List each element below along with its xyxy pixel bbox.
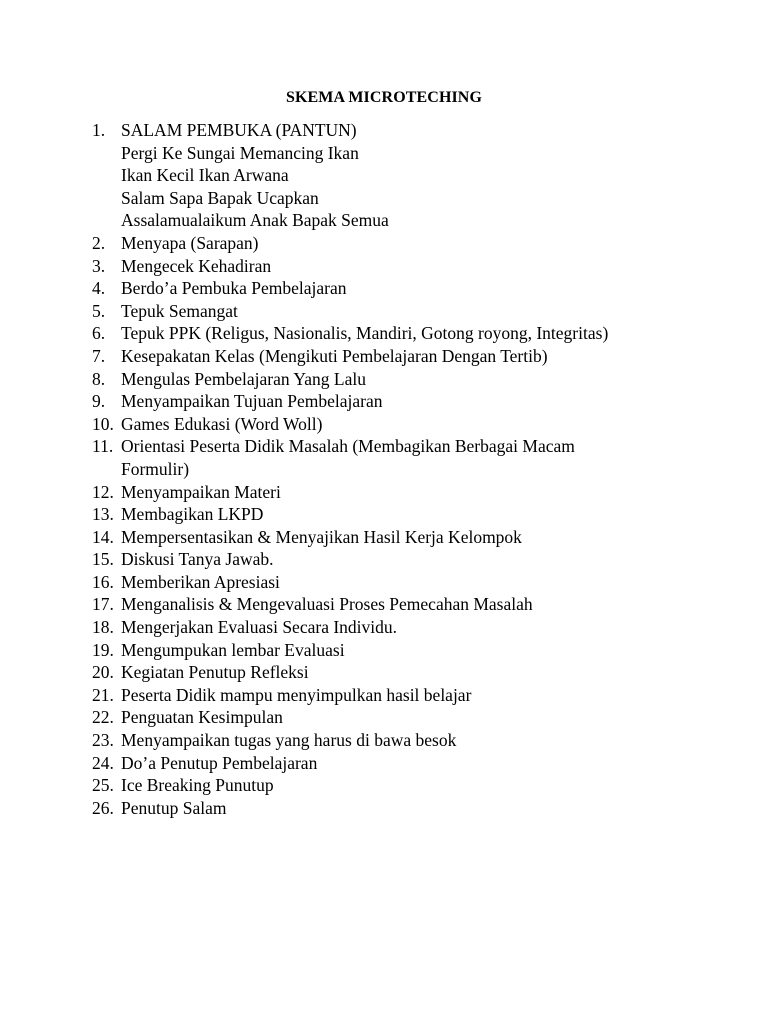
- list-item-number: 3.: [92, 255, 106, 276]
- list-item-text: [121, 797, 692, 820]
- list-item-line: Mengulas Pembelajaran Yang Lalu: [121, 368, 366, 389]
- list-item-number: 12.: [92, 481, 114, 502]
- list-item: [92, 368, 692, 391]
- list-item-number: 7.: [92, 345, 106, 366]
- list-item-number: 21.: [92, 684, 114, 705]
- list-item-line: Menyapa (Sarapan): [121, 232, 259, 253]
- list-item: [92, 639, 692, 662]
- list-item: [92, 526, 692, 549]
- list-item-line: Penutup Salam: [121, 797, 227, 818]
- list-item-number: 20.: [92, 662, 114, 683]
- list-item-text: [121, 526, 692, 549]
- list-item: [92, 571, 692, 594]
- list-item-line: Mengerjakan Evaluasi Secara Individu.: [121, 617, 398, 638]
- list-item-text: [121, 232, 692, 255]
- list-item-line: Memberikan Apresiasi: [121, 571, 280, 592]
- list-item-text: [121, 706, 692, 729]
- list-item-line: Pergi Ke Sungai Memancing Ikan: [121, 142, 359, 163]
- list-item-line: SALAM PEMBUKA (PANTUN): [121, 120, 357, 140]
- list-item: [92, 729, 692, 752]
- list-item-number: 10.: [92, 413, 114, 434]
- numbered-list: [92, 119, 692, 819]
- list-item-line: Mempersentasikan & Menyajikan Hasil Kerja Kelompok: [121, 526, 522, 547]
- list-item-text: [121, 661, 692, 684]
- list-item-line: Berdo’a Pembuka Pembelajaran: [121, 278, 347, 299]
- list-item-line: Tepuk PPK (Religus, Nasionalis, Mandiri, Gotong royong, Integritas): [121, 323, 609, 344]
- list-item-line: Penguatan Kesimpulan: [121, 707, 283, 728]
- list-item-text: [121, 684, 692, 707]
- list-item-number: 25.: [92, 775, 114, 796]
- list-item-number: 26.: [92, 797, 114, 818]
- list-item: [92, 593, 692, 616]
- list-item-text: [121, 368, 692, 391]
- list-item-number: 17.: [92, 594, 114, 615]
- list-item-text: [121, 300, 692, 323]
- list-item-text: [121, 548, 692, 571]
- list-item-text: [121, 322, 692, 345]
- list-item: [92, 300, 692, 323]
- list-item-number: 24.: [92, 752, 114, 773]
- list-item-line: Formulir): [121, 458, 190, 479]
- list-item-text: [121, 752, 692, 775]
- list-item: [92, 345, 692, 368]
- list-item-number: 16.: [92, 571, 114, 592]
- list-item-number: 22.: [92, 707, 114, 728]
- list-item-number: 13.: [92, 504, 114, 525]
- list-item: [92, 797, 692, 820]
- list-item-line: Assalamualaikum Anak Bapak Semua: [121, 210, 389, 231]
- list-item: [92, 661, 692, 684]
- document-title: SKEMA MICROTECHING: [285, 89, 483, 106]
- list-item-text: [121, 639, 692, 662]
- list-item: [92, 706, 692, 729]
- list-item-number: 23.: [92, 730, 114, 751]
- list-item-line: Salam Sapa Bapak Ucapkan: [121, 187, 319, 208]
- list-item-line: Tepuk Semangat: [121, 300, 238, 321]
- list-item-number: 19.: [92, 639, 114, 660]
- list-item-text: [121, 255, 692, 278]
- list-item: [92, 481, 692, 504]
- list-item: [92, 684, 692, 707]
- list-item-number: 11.: [92, 436, 114, 457]
- list-item-line: Kesepakatan Kelas (Mengikuti Pembelajaran Dengan Tertib): [121, 345, 548, 366]
- list-item-text: [121, 277, 692, 300]
- list-item-line: Membagikan LKPD: [121, 504, 264, 525]
- list-item-line: Menyampaikan Materi: [121, 481, 281, 502]
- list-item-text: [121, 345, 692, 368]
- list-item-text: [121, 571, 692, 594]
- list-item-text: [121, 119, 692, 232]
- list-item-number: 2.: [92, 232, 106, 253]
- list-item: [92, 503, 692, 526]
- list-item-line: Orientasi Peserta Didik Masalah (Membagikan Berbagai Macam: [121, 436, 575, 457]
- list-item-text: [121, 593, 692, 616]
- list-item: [92, 413, 692, 436]
- list-item-line: Ice Breaking Punutup: [121, 775, 274, 796]
- list-item-number: 8.: [92, 368, 106, 389]
- list-item-number: 9.: [92, 391, 106, 412]
- list-item-line: Peserta Didik mampu menyimpulkan hasil belajar: [121, 684, 472, 705]
- list-item-text: [121, 413, 692, 436]
- list-item: [92, 277, 692, 300]
- list-item-line: Kegiatan Penutup Refleksi: [121, 662, 309, 683]
- list-item-number: 15.: [92, 549, 114, 570]
- list-item-text: [121, 616, 692, 639]
- list-item-text: [121, 729, 692, 752]
- list-item: [92, 232, 692, 255]
- list-item-text: [121, 503, 692, 526]
- list-item: [92, 774, 692, 797]
- list-item-number: 1.: [92, 120, 106, 140]
- list-item-number: 14.: [92, 526, 114, 547]
- list-item-line: Diskusi Tanya Jawab.: [121, 549, 274, 570]
- list-item: [92, 435, 692, 480]
- list-item-number: 18.: [92, 617, 114, 638]
- list-item-line: Mengecek Kehadiran: [121, 255, 272, 276]
- list-item-line: Ikan Kecil Ikan Arwana: [121, 165, 289, 186]
- list-item-line: Menyampaikan tugas yang harus di bawa besok: [121, 730, 457, 751]
- list-item: [92, 322, 692, 345]
- list-item-line: Menganalisis & Mengevaluasi Proses Pemecahan Masalah: [121, 594, 533, 615]
- list-item: [92, 548, 692, 571]
- list-item-text: [121, 390, 692, 413]
- list-item-line: Mengumpukan lembar Evaluasi: [121, 639, 345, 660]
- list-item-number: 6.: [92, 323, 106, 344]
- list-item-line: Menyampaikan Tujuan Pembelajaran: [121, 391, 383, 412]
- list-item: [92, 390, 692, 413]
- list-item-line: Games Edukasi (Word Woll): [121, 413, 323, 434]
- list-item: [92, 255, 692, 278]
- list-item-text: [121, 435, 692, 480]
- list-item: [92, 616, 692, 639]
- list-item-text: [121, 774, 692, 797]
- list-item-number: 5.: [92, 300, 106, 321]
- list-item-line: Do’a Penutup Pembelajaran: [121, 752, 318, 773]
- list-item-text: [121, 481, 692, 504]
- list-item: [92, 119, 692, 232]
- list-item-number: 4.: [92, 278, 106, 299]
- list-item: [92, 752, 692, 775]
